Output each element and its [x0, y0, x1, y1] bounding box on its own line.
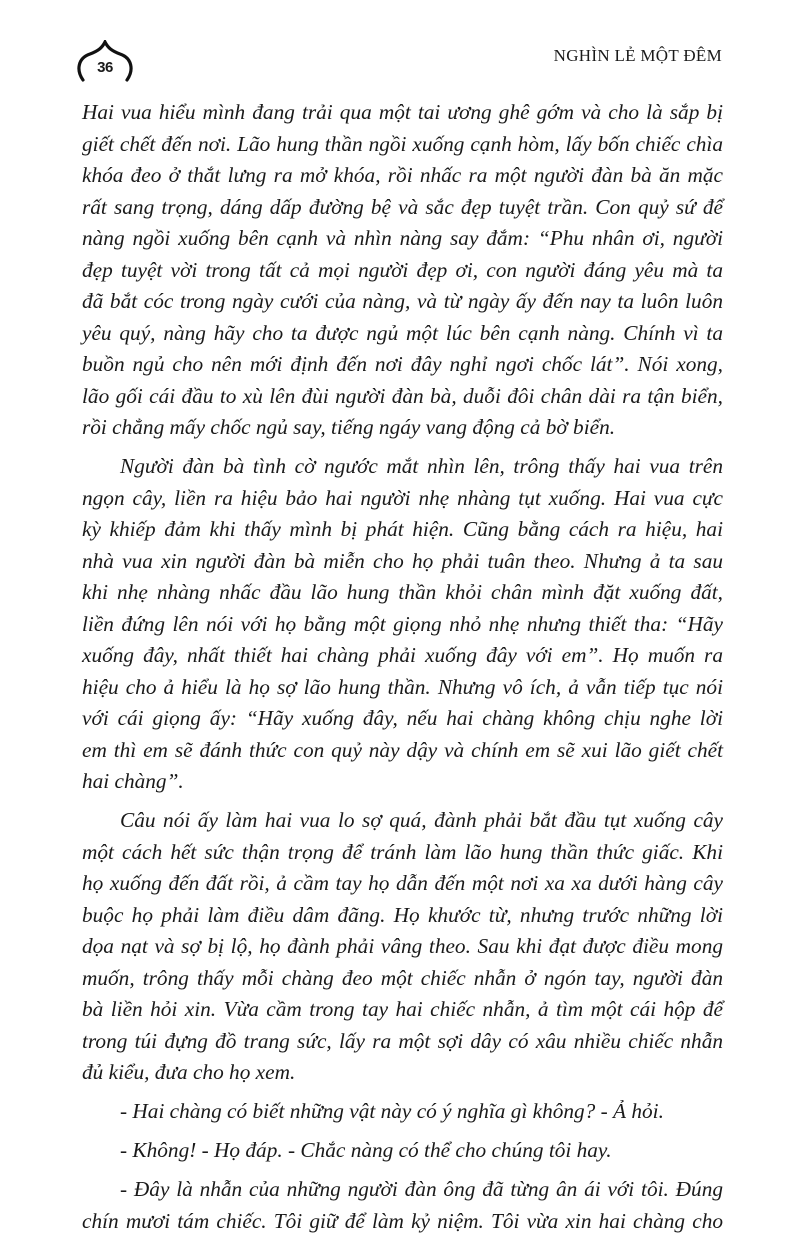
text-line: bà liền hỏi xin. Vừa cầm trong tay hai chiếc nhẫn, ả tìm một cái hộp để	[82, 997, 723, 1021]
text-line: ngọn cây, liền ra hiệu bảo hai người nhẹ nhàng tụt xuống. Hai vua cực	[82, 485, 723, 510]
text-line: Câu nói ấy làm hai vua lo sợ quá, đành phải bắt đầu tụt xuống cây	[120, 808, 723, 832]
text-line: giết chết đến nơi. Lão hung thần ngồi xuống cạnh hòm, lấy bốn chiếc chìa	[82, 131, 723, 156]
text-line: với cái giọng ấy: “Hãy xuống đây, nếu hai chàng không chịu nghe lời	[82, 706, 723, 730]
text-line: - Không! - Họ đáp. - Chắc nàng có thể cho chúng tôi hay.	[120, 1138, 612, 1162]
paragraph	[82, 1135, 723, 1167]
text-line: kỳ khiếp đảm khi thấy mình bị phát hiện. Cũng bằng cách ra hiệu, hai	[82, 517, 723, 541]
text-line: nhà vua xin người đàn bà miễn cho họ phải tuân theo. Nhưng ả ta sau	[82, 548, 723, 573]
text-line: Hai vua hiểu mình đang trải qua một tai ương ghê gớm và cho là sắp bị	[82, 100, 723, 124]
text-line: hai chàng”.	[82, 769, 184, 793]
text-line: khi nhẹ nhàng nhấc đầu lão hung thần khỏi chân mình đặt xuống đất,	[82, 580, 723, 604]
text-line: khóa đeo ở thắt lưng ra mở khóa, rồi nhấc ra một người đàn bà ăn mặc	[82, 163, 723, 187]
text-line: - Đây là nhẫn của những người đàn ông đã từng ân ái với tôi. Đúng	[120, 1177, 723, 1201]
text-line: chín mươi tám chiếc. Tôi giữ để làm kỷ niệm. Tôi vừa xin hai chàng cho	[82, 1208, 723, 1233]
paragraph	[82, 805, 723, 1089]
text-line: muốn, trông thấy mỗi chàng đeo một chiếc nhẫn ở ngón tay, người đàn	[82, 965, 723, 990]
paragraph	[82, 1174, 723, 1237]
text-line: buộc họ phải làm điều dâm đãng. Họ khước từ, nhưng trước những lời	[82, 902, 723, 927]
paragraph	[82, 451, 723, 798]
text-line: hiệu cho ả hiểu là họ sợ lão hung thần. Nhưng vô ích, ả vẫn tiếp tục nói	[82, 674, 723, 699]
page-number: 36	[97, 59, 113, 76]
body-text	[82, 97, 723, 1245]
text-line: đẹp tuyệt vời trong tất cả mọi người đẹp ơi, con người đáng yêu mà ta	[82, 257, 723, 282]
text-line: một cách hết sức thận trọng để tránh làm lão hung thần thức giấc. Khi	[82, 839, 723, 864]
page-number-ornament	[74, 40, 136, 84]
text-line: rồi chẳng mấy chốc ngủ say, tiếng ngáy vang động cả bờ biển.	[82, 415, 616, 439]
paragraph	[82, 1096, 723, 1128]
text-line: trong túi đựng đồ trang sức, lấy ra một sợi dây có xâu nhiều chiếc nhẫn	[82, 1028, 723, 1053]
text-line: xuống đây, nhất thiết hai chàng phải xuống đây với em”. Họ muốn ra	[82, 643, 723, 667]
text-line: họ xuống đến đất rồi, ả cầm tay họ dẫn đến một nơi xa xa dưới hàng cây	[82, 871, 723, 895]
text-line: - Hai chàng có biết những vật này có ý nghĩa gì không? - Ả hỏi.	[120, 1099, 664, 1123]
text-line: Người đàn bà tình cờ ngước mắt nhìn lên, trông thấy hai vua trên	[120, 454, 723, 478]
text-line: rất sang trọng, dáng dấp đường bệ và sắc đẹp tuyệt trần. Con quỷ sứ để	[82, 194, 723, 219]
text-line: nàng ngồi xuống bên cạnh và nhìn nàng say đắm: “Phu nhân ơi, người	[82, 226, 723, 250]
paragraph	[82, 97, 723, 444]
text-line: buồn ngủ cho nên mới định đến nơi đây nghỉ ngơi chốc lát”. Nói xong,	[82, 352, 723, 376]
text-line: lão gối cái đầu to xù lên đùi người đàn bà, duỗi đôi chân dài ra tận biển,	[82, 383, 723, 408]
text-line: đủ kiểu, đưa cho họ xem.	[82, 1060, 296, 1084]
text-line: liền đứng lên nói với họ bằng một giọng nhỏ nhẹ nhưng thiết tha: “Hãy	[82, 611, 723, 636]
text-line: dọa nạt và sợ bị lộ, họ đành phải vâng theo. Sau khi đạt được điều mong	[82, 934, 723, 958]
text-line: yêu quý, nàng hãy cho ta được ngủ một lúc bên cạnh nàng. Chính vì ta	[82, 320, 723, 345]
running-title: NGHÌN LẺ MỘT ĐÊM	[553, 46, 722, 65]
text-line: em thì em sẽ đánh thức con quỷ này dậy và chính em sẽ xui lão giết chết	[82, 737, 723, 762]
text-line: đã bắt cóc trong ngày cưới của nàng, và từ ngày ấy đến nay ta luôn luôn	[82, 289, 723, 313]
